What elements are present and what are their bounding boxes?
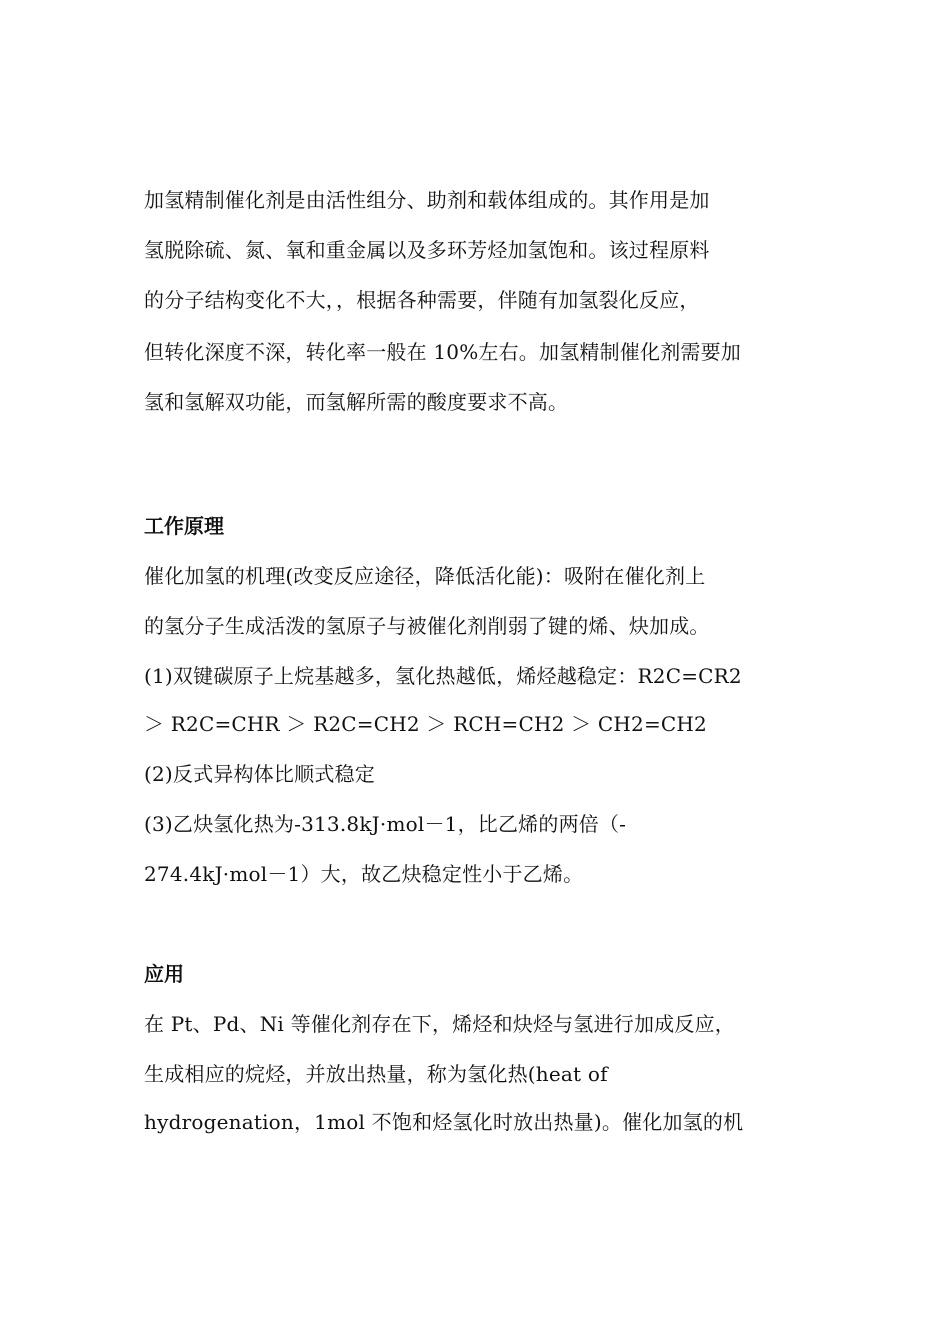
application-line-2: 生成相应的烷烃，并放出热量，称为氢化热(heat of <box>144 1062 608 1086</box>
principle-line-1: 催化加氢的机理(改变反应途径，降低活化能)：吸附在催化剂上 <box>144 564 706 588</box>
intro-line-2: 氢脱除硫、氮、氧和重金属以及多环芳烃加氢饱和。该过程原料 <box>144 238 710 262</box>
principle-line-3: (1)双键碳原子上烷基越多，氢化热越低，烯烃越稳定：R2C=CR2 <box>144 664 742 688</box>
section-heading-application: 应用 <box>144 962 184 986</box>
intro-line-4: 但转化深度不深，转化率一般在 10%左右。加氢精制催化剂需要加 <box>144 340 742 364</box>
principle-line-6: (3)乙炔氢化热为-313.8kJ·mol－1，比乙烯的两倍（- <box>144 812 627 836</box>
intro-line-5: 氢和氢解双功能，而氢解所需的酸度要求不高。 <box>144 390 569 414</box>
principle-line-5: (2)反式异构体比顺式稳定 <box>144 762 375 786</box>
principle-line-4: ＞ R2C=CHR ＞ R2C=CH2 ＞ RCH=CH2 ＞ CH2=CH2 <box>144 712 707 736</box>
principle-line-2: 的氢分子生成活泼的氢原子与被催化剂削弱了键的烯、炔加成。 <box>144 614 710 638</box>
principle-line-7: 274.4kJ·mol－1）大，故乙炔稳定性小于乙烯。 <box>144 862 584 886</box>
intro-line-3: 的分子结构变化不大，，根据各种需要，伴随有加氢裂化反应， <box>144 288 700 312</box>
application-line-3: hydrogenation，1mol 不饱和烃氢化时放出热量)。催化加氢的机 <box>144 1110 744 1134</box>
application-line-1: 在 Pt、Pd、Ni 等催化剂存在下，烯烃和炔烃与氢进行加成反应， <box>144 1012 735 1036</box>
intro-line-1: 加氢精制催化剂是由活性组分、助剂和载体组成的。其作用是加 <box>144 188 710 212</box>
section-heading-principle: 工作原理 <box>144 514 224 538</box>
